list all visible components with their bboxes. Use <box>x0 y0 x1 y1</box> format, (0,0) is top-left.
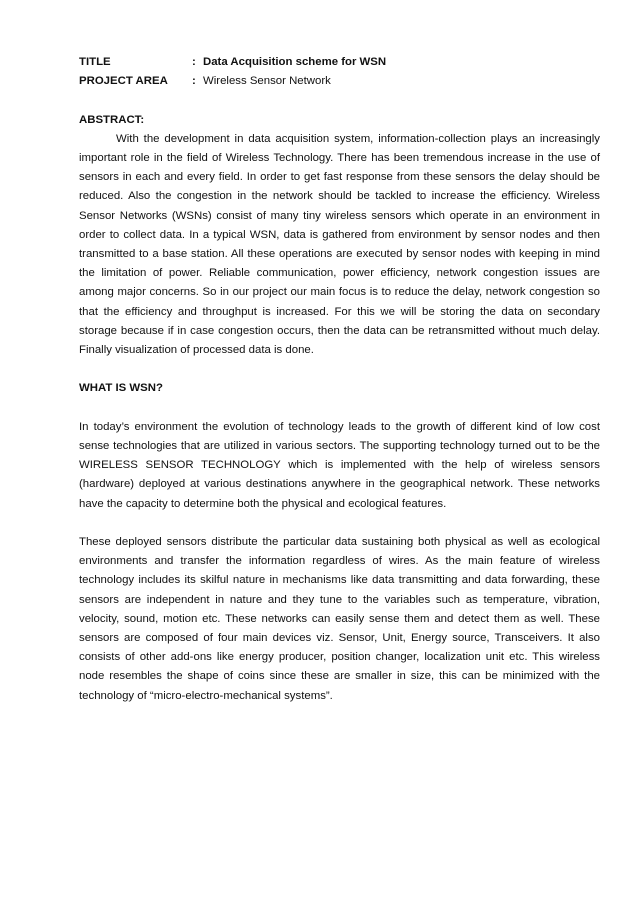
wsn-paragraph-2: These deployed sensors distribute the particular data sustaining both physical as well as ecological environments and transfer the information regardless of wires. As the main feature of wireless technology includes its skilful nature in mechanisms like data transmitting and data forwarding, these sensors are independent in nature and they tune to the variables such as temperature, vibration, velocity, sound, motion etc. These networks can easily sense them and detect them as well. These sensors are composed of four main devices viz. Sensor, Unit, Energy source, Transceivers. It also consists of other add-ons like energy producer, position changer, localization unit etc. This wireless node resembles the shape of coins since these are smaller in size, this can be minimized with the technology of “micro-electro-mechanical systems”. <box>79 535 600 702</box>
title-value: Data Acquisition scheme for WSN <box>203 56 387 68</box>
spacer <box>79 360 600 379</box>
abstract-paragraph: With the development in data acquisition system, information-collection plays an increasingly important role in the field of Wireless Technology. There has been tremendous increase in the use of sensors in each and every field. In order to get fast response from these sensors the delay should be reduced. Also the congestion in the network should be tackled to increase the efficiency. Wireless Sensor Networks (WSNs) consist of many tiny wireless sensors which operate in an environment in order to collect data. In a typical WSN, data is gathered from environment by sensor nodes and then transmitted to a base station. All these operations are executed by sensor nodes with keeping in mind the limitation of power. Reliable communication, power efficiency, network congestion issues are among major concerns. So in our project our main focus is to reduce the delay, network congestion so that the efficiency and throughput is increased. For this we will be storing the data on secondary storage because if in case congestion occurs, then the data can be retransmitted without much delay. Finally visualization of processed data is done. <box>79 132 600 356</box>
title-row <box>79 53 600 72</box>
document-page <box>79 53 600 706</box>
spacer <box>79 91 600 110</box>
title-colon: : <box>192 56 196 68</box>
project-area-label: PROJECT AREA <box>79 75 168 88</box>
title-label: TITLE <box>79 56 111 68</box>
project-area-value: Wireless Sensor Network <box>203 75 331 88</box>
spacer <box>79 399 600 418</box>
project-area-row <box>79 72 600 91</box>
wsn-heading: WHAT IS WSN? <box>79 382 163 395</box>
project-area-colon: : <box>192 75 196 88</box>
wsn-paragraph-1: In today’s environment the evolution of technology leads to the growth of different kind of low cost sense technologies that are utilized in various sectors. The supporting technology turned out to be the WIRELESS SENSOR TECHNOLOGY which is implemented with the help of wireless sensors (hardware) deployed at various destinations anywhere in the geographical network. These networks have the capacity to determine both the physical and ecological features. <box>79 420 600 510</box>
abstract-heading: ABSTRACT: <box>79 113 145 126</box>
spacer <box>79 514 600 533</box>
